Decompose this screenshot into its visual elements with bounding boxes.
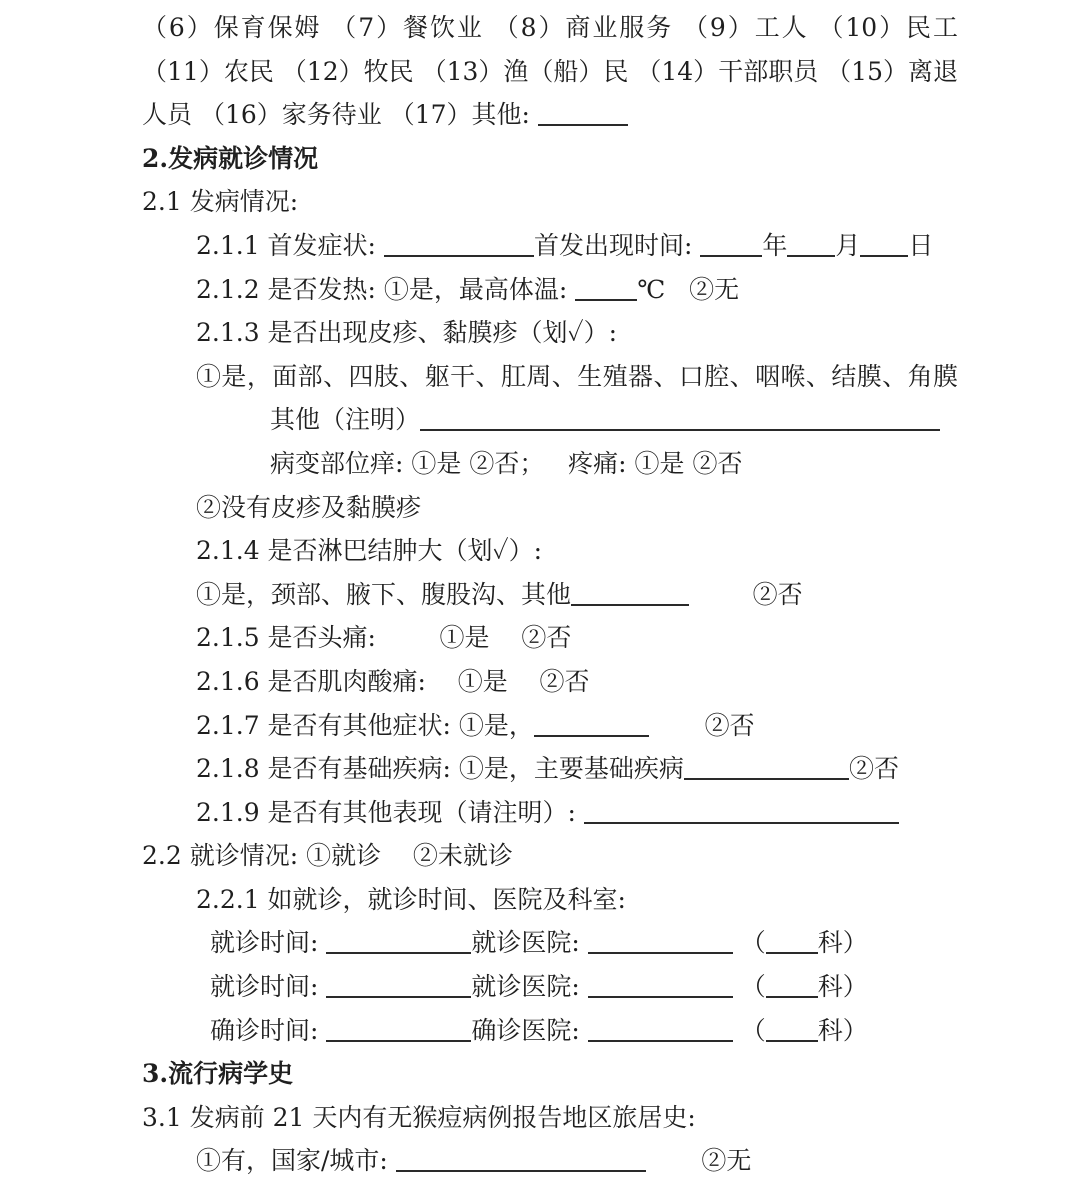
form-line [142,834,958,878]
text-segment: 2.1 发病情况: [142,187,299,217]
form-line [142,442,958,486]
form-line [142,616,958,660]
text-segment: 日 [908,230,934,260]
text-segment: 2.1.2 是否发热: ①是，最高体温: [196,274,576,304]
text-segment: 科） [817,928,868,958]
blank-field [575,279,637,301]
form-line [142,878,958,922]
blank-field [684,758,849,780]
blank-field [534,715,649,737]
text-segment: 2.1.9 是否有其他表现（请注明）: [196,797,584,827]
form-line [142,180,958,224]
blank-field [700,235,762,257]
blank-field [538,104,628,126]
form-line [142,398,958,442]
text-segment: 就诊医院: [471,928,588,958]
text-segment: 月 [835,230,861,260]
text-segment: 2.1.1 首发症状: [196,230,384,260]
form-line [142,1139,958,1183]
blank-field [326,932,471,954]
text-segment: ②没有皮疹及黏膜疹 [196,492,422,522]
text-segment: 确诊时间: [210,1015,327,1045]
form-line [142,704,958,748]
blank-field [588,976,733,998]
blank-field [584,802,899,824]
text-segment: （11）农民 （12）牧民 （13）渔（船）民 （14）干部职员 （15）离退 [142,56,958,86]
form-line [142,137,958,181]
blank-field [571,584,689,606]
blank-field [766,976,818,998]
text-segment: 病变部位痒: ①是 ②否； 疼痛: ①是 ②否 [270,448,743,478]
text-segment: 2.1.8 是否有基础疾病: ①是，主要基础疾病 [196,754,684,784]
text-segment: 其他（注明） [270,405,421,435]
text-segment: ①有，国家/城市: [196,1146,396,1176]
text-segment: 人员 （16）家务待业 （17）其他: [142,100,538,130]
text-segment: 首发出现时间: [533,230,701,260]
form-line [142,573,958,617]
text-segment: 2.1.6 是否肌肉酸痛: ①是 ②否 [196,666,590,696]
form-line [142,93,958,137]
form-line [142,660,958,704]
text-segment: ℃ ②无 [637,274,740,304]
form-line [142,1009,958,1053]
text-segment: 3.1 发病前 21 天内有无猴痘病例报告地区旅居史: [142,1102,696,1132]
text-segment: 确诊医院: [471,1015,588,1045]
form-line [142,529,958,573]
form-line [142,747,958,791]
blank-field [588,1020,733,1042]
text-segment: 2.1.7 是否有其他症状: ①是， [196,710,534,740]
text-segment: ①是，颈部、腋下、腹股沟、其他 [196,579,572,609]
text-segment: （6）保育保姆 （7）餐饮业 （8）商业服务 （9）工人 （10）民工 [142,13,958,42]
text-segment: ②否 [648,710,755,740]
text-segment: 2.1.5 是否头痛: ①是 ②否 [196,623,572,653]
form-line [142,268,958,312]
text-segment: 就诊时间: [210,972,327,1002]
text-segment: 2.发病就诊情况 [142,143,319,173]
blank-field [860,235,908,257]
form-line [142,1052,958,1096]
text-segment: （ [732,1015,766,1045]
blank-field [766,932,818,954]
text-segment: 年 [762,230,788,260]
text-segment: 3.流行病学史 [142,1059,294,1089]
form-line [142,1096,958,1140]
form-line [142,50,958,94]
blank-field [588,932,733,954]
text-segment: 2.2.1 如就诊，就诊时间、医院及科室: [196,884,626,914]
text-segment: （ [732,928,766,958]
text-segment: 就诊时间: [210,928,327,958]
form-line [142,791,958,835]
form-line [142,486,958,530]
form-line [142,311,958,355]
text-segment: ②无 [645,1146,752,1176]
form-line [142,965,958,1009]
text-segment: ①是，面部、四肢、躯干、肛周、生殖器、口腔、咽喉、结膜、角膜 [196,361,958,391]
form-line [142,355,958,399]
text-segment: 科） [817,1015,868,1045]
blank-field [384,235,534,257]
text-segment: 科） [817,972,868,1002]
text-segment: （ [732,972,766,1002]
blank-field [766,1020,818,1042]
text-segment: ②否 [689,579,803,609]
text-segment: 就诊医院: [471,972,588,1002]
blank-field [326,1020,471,1042]
form-line [142,921,958,965]
blank-field [787,235,835,257]
text-segment: ②否 [848,754,899,784]
text-segment: 2.1.3 是否出现皮疹、黏膜疹（划✓）: [196,318,618,348]
text-segment: 2.1.4 是否淋巴结肿大（划✓）: [196,536,543,566]
blank-field [420,409,940,431]
blank-field [396,1150,646,1172]
form-line [142,6,958,50]
text-segment: 2.2 就诊情况: ①就诊 ②未就诊 [142,841,513,871]
blank-field [326,976,471,998]
form-line [142,224,958,268]
